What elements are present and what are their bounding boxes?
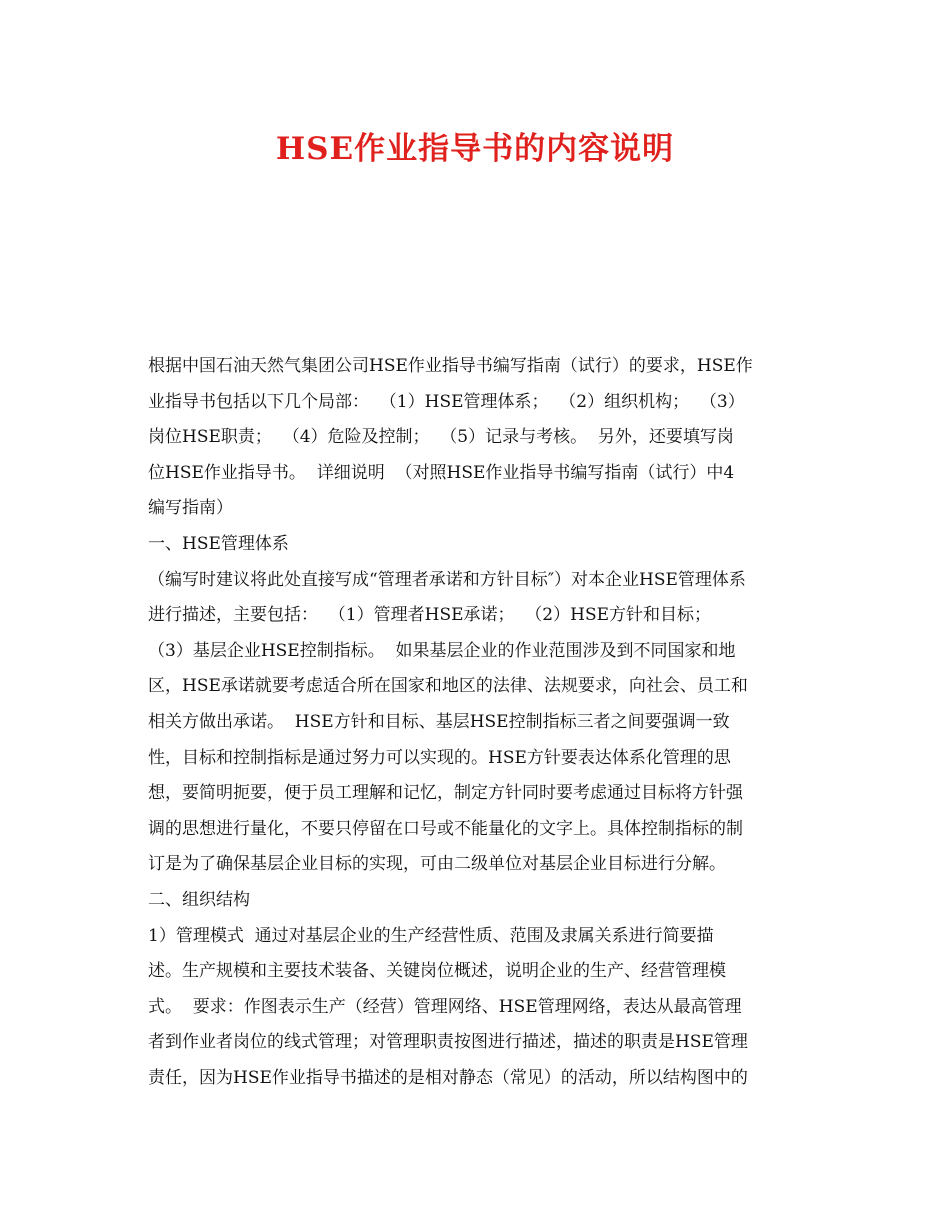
body-line: （编写时建议将此处直接写成“管理者承诺和方针目标″）对本企业HSE管理体系 xyxy=(148,569,746,590)
body-line: 相关方做出承诺。 HSE方针和目标、基层HSE控制指标三者之间要强调一致 xyxy=(148,711,730,732)
body-line: 订是为了确保基层企业目标的实现，可由二级单位对基层企业目标进行分解。 xyxy=(148,854,726,875)
body-line: 区，HSE承诺就要考虑适合所在国家和地区的法律、法规要求，向社会、员工和 xyxy=(148,676,748,697)
body-line: 想，要简明扼要，便于员工理解和记忆，制定方针同时要考虑通过目标将方针强 xyxy=(148,783,743,804)
body-line: 1）管理模式 通过对基层企业的生产经营性质、范围及隶属关系进行简要描 xyxy=(148,925,714,946)
document-body xyxy=(148,349,814,1096)
section-heading-organization: 二、组织结构 xyxy=(148,889,250,910)
body-line: 进行描述，主要包括： （1）管理者HSE承诺； （2）HSE方针和目标； xyxy=(148,605,712,626)
body-line: 根据中国石油天然气集团公司HSE作业指导书编写指南（试行）的要求，HSE作 xyxy=(148,356,753,376)
body-line: （3）基层企业HSE控制指标。 如果基层企业的作业范围涉及到不同国家和地 xyxy=(148,640,736,661)
body-line: 式。 要求：作图表示生产（经营）管理网络、HSE管理网络，表达从最高管理 xyxy=(148,996,742,1017)
section-heading-hse-management: 一、HSE管理体系 xyxy=(148,533,289,554)
body-line: 者到作业者岗位的线式管理；对管理职责按图进行描述，描述的职责是HSE管理 xyxy=(148,1032,748,1053)
body-line: 业指导书包括以下几个局部： （1）HSE管理体系； （2）组织机构； （3） xyxy=(148,391,745,412)
body-line: 责任，因为HSE作业指导书描述的是相对静态（常见）的活动，所以结构图中的 xyxy=(148,1067,748,1088)
body-line: 性，目标和控制指标是通过努力可以实现的。HSE方针要表达体系化管理的思 xyxy=(148,747,731,768)
body-line: 述。生产规模和主要技术装备、关键岗位概述，说明企业的生产、经营管理模 xyxy=(148,961,726,982)
document-title: HSE作业指导书的内容说明 xyxy=(275,131,675,167)
body-line: 位HSE作业指导书。 详细说明 （对照HSE作业指导书编写指南（试行）中4 xyxy=(148,462,735,483)
body-line: 岗位HSE职责； （4）危险及控制； （5）记录与考核。 另外，还要填写岗 xyxy=(148,427,734,448)
body-line: 编写指南） xyxy=(148,498,233,519)
body-line: 调的思想进行量化，不要只停留在口号或不能量化的文字上。具体控制指标的制 xyxy=(148,818,743,839)
